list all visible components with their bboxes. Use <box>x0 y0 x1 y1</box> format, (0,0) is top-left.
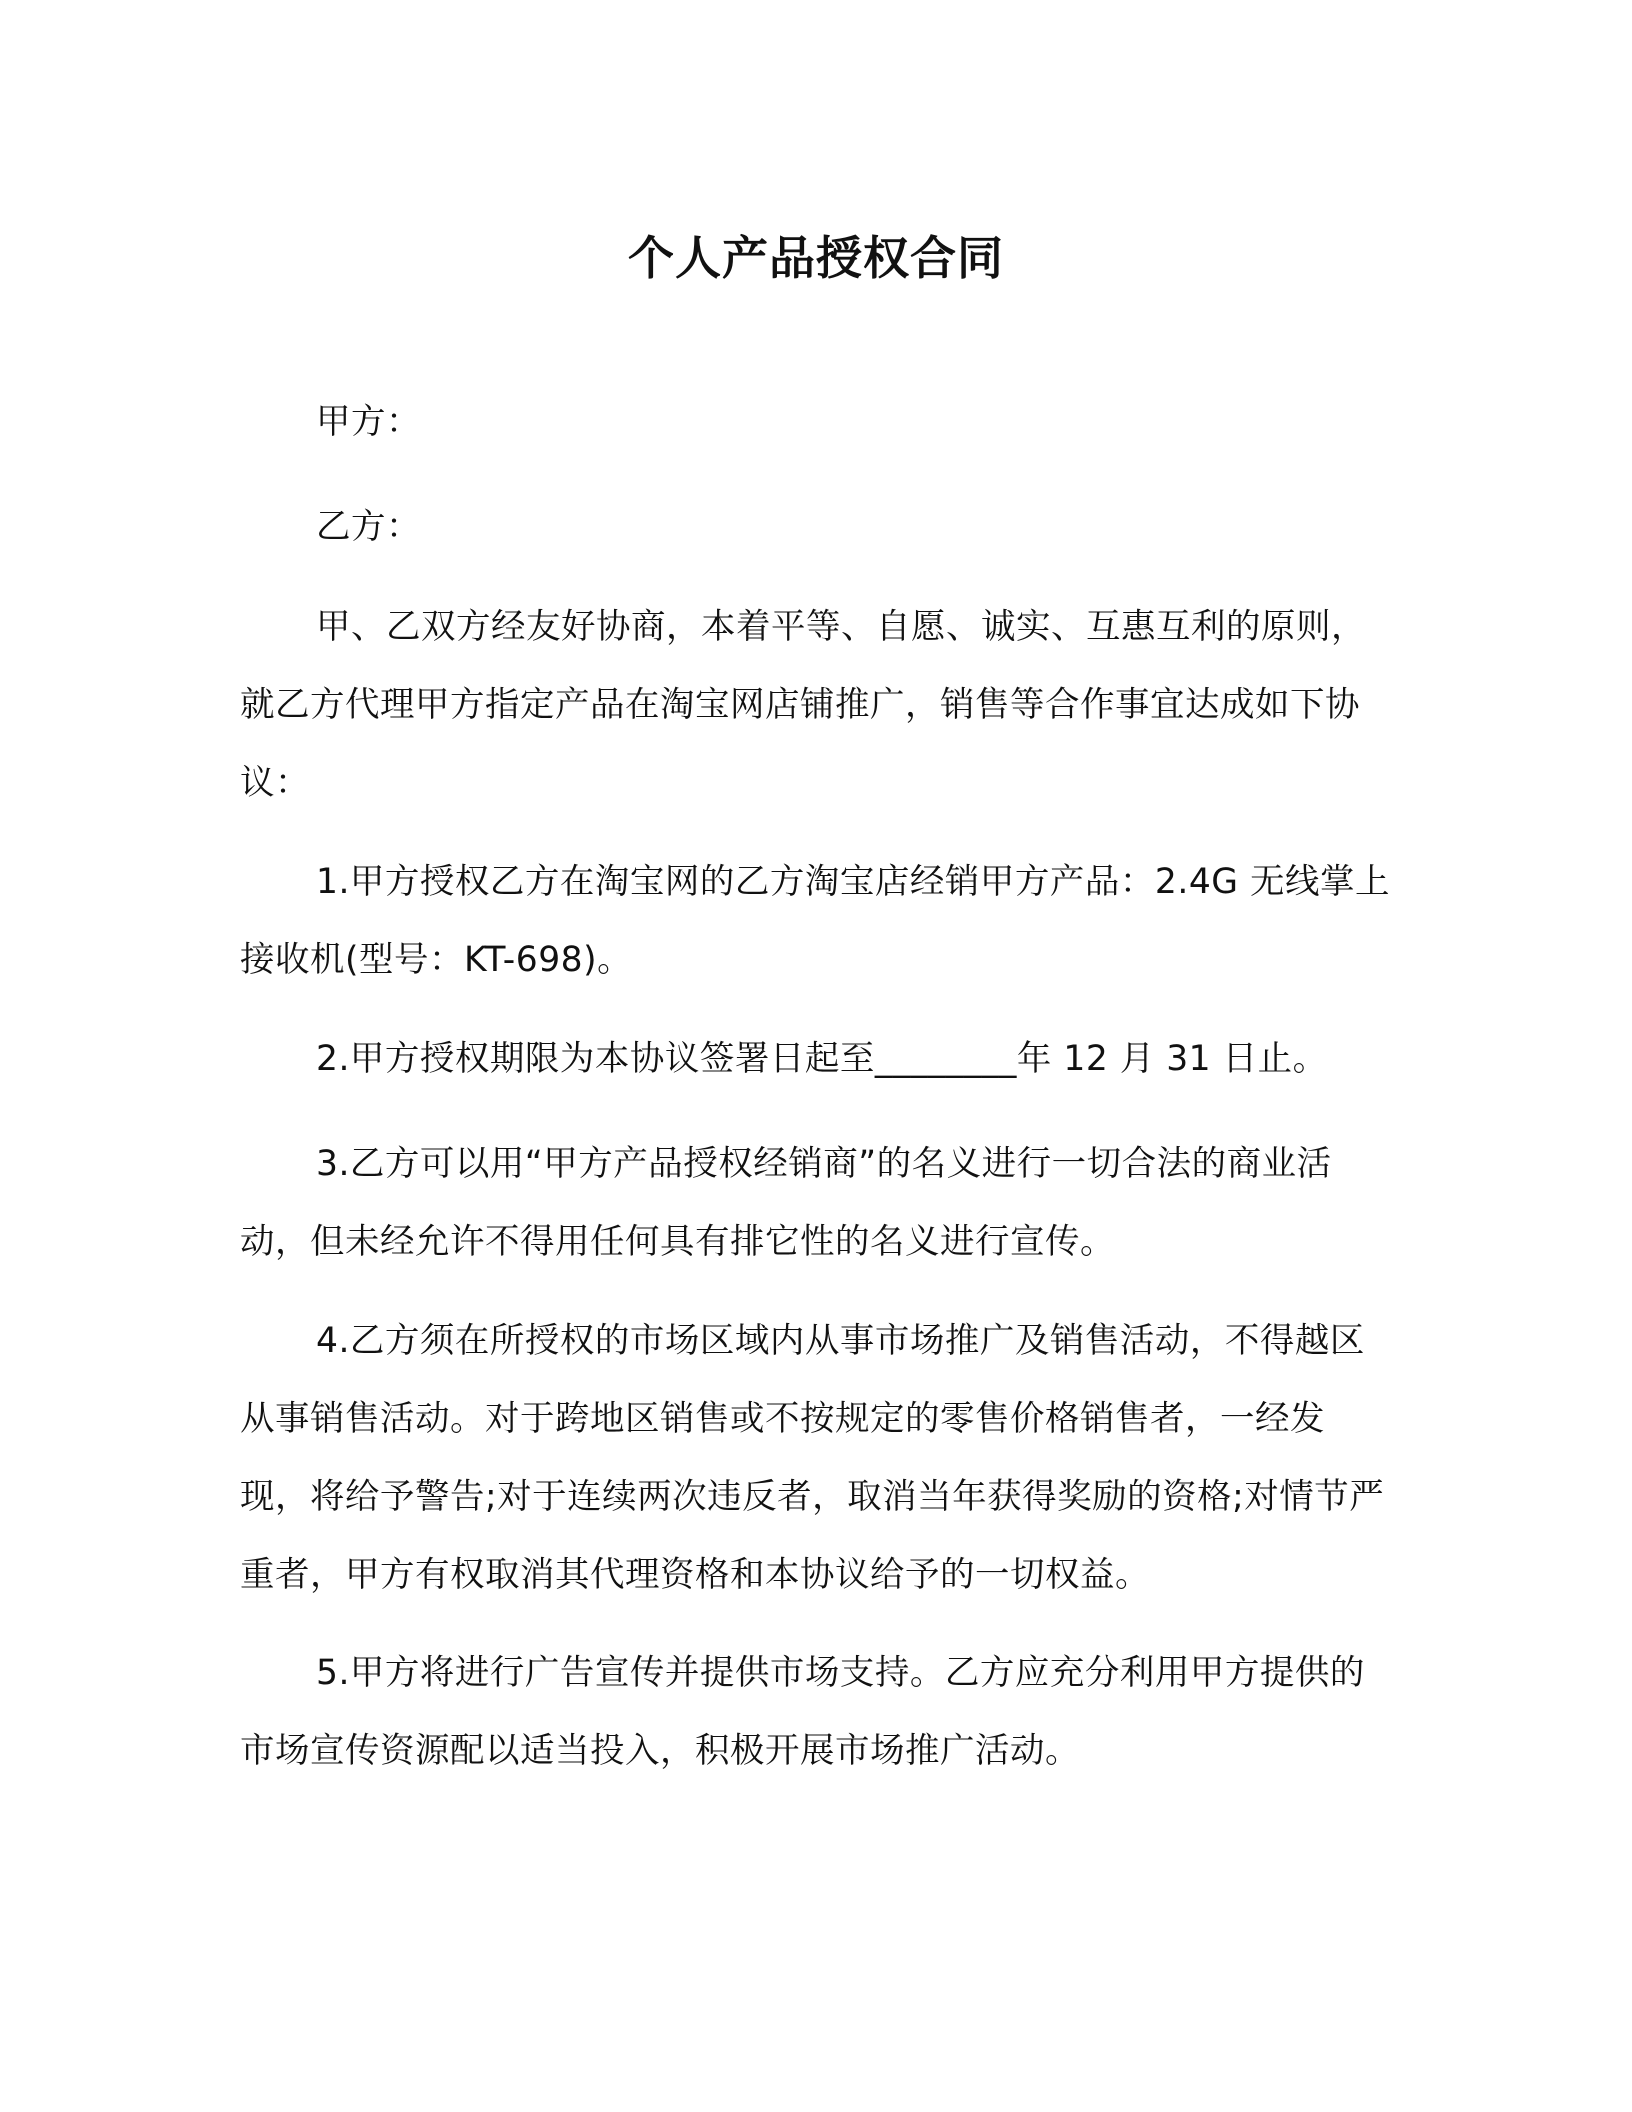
party-b-line: 乙方： <box>316 507 421 547</box>
clause-2: 2.甲方授权期限为本协议签署日起至________年 12 月 31 日止。 <box>316 1039 1328 1079</box>
clause-5: 5.甲方将进行广告宣传并提供市场支持。乙方应充分利用甲方提供的市场宣传资源配以适当投入，积极开展市场推广活动。 <box>240 1653 1365 1771</box>
clause-3: 3.乙方可以用“甲方产品授权经销商”的名义进行一切合法的商业活动，但未经允许不得用任何具有排它性的名义进行宣传。 <box>240 1144 1332 1262</box>
clause-1: 1.甲方授权乙方在淘宝网的乙方淘宝店经销甲方产品：2.4G 无线掌上接收机(型号：KT-698)。 <box>240 862 1390 980</box>
clause-4: 4.乙方须在所授权的市场区域内从事市场推广及销售活动，不得越区从事销售活动。对于跨地区销售或不按规定的零售价格销售者，一经发现，将给予警告;对于连续两次违反者，取消当年获得奖励的资格;对情节严重者，甲方有权取消其代理资格和本协议给予的一切权益。 <box>240 1321 1385 1595</box>
document-title: 个人产品授权合同 <box>628 231 1004 285</box>
intro-paragraph: 甲、乙双方经友好协商，本着平等、自愿、诚实、互惠互利的原则，就乙方代理甲方指定产品在淘宝网店铺推广，销售等合作事宜达成如下协议： <box>240 607 1366 803</box>
party-a-line: 甲方： <box>316 402 421 442</box>
